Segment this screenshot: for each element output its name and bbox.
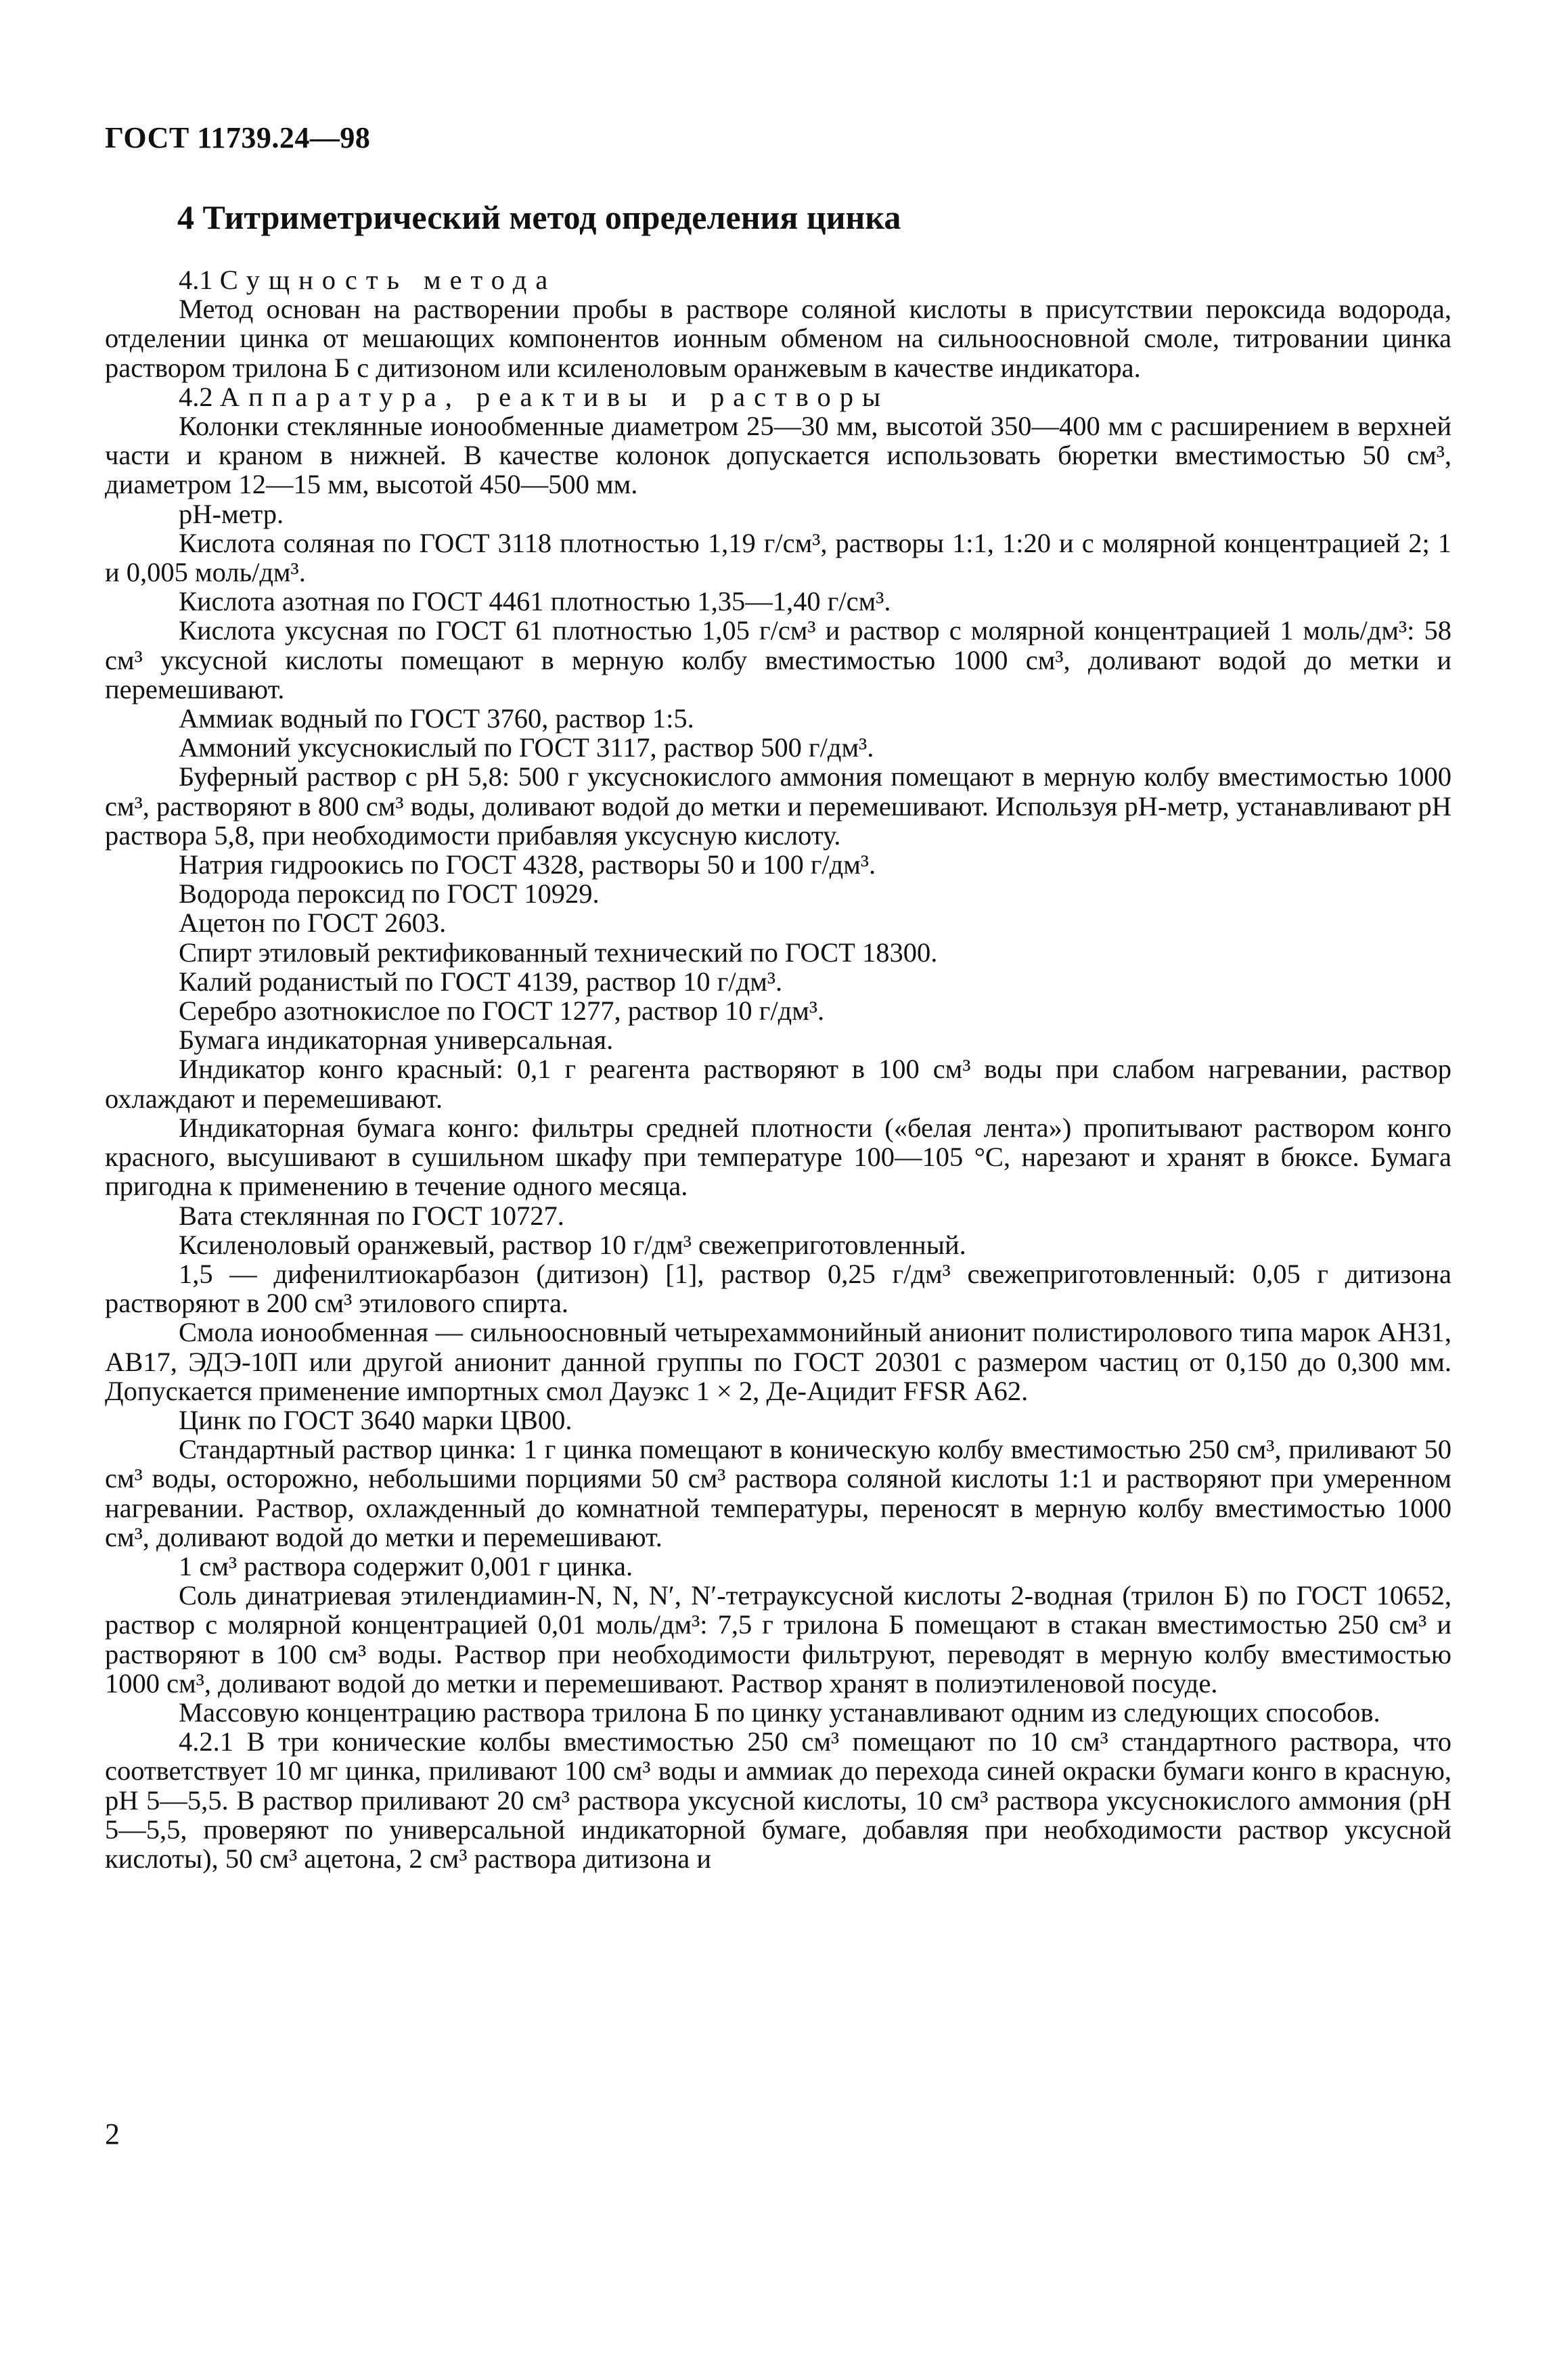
paragraph: 1 см³ раствора содержит 0,001 г цинка. (179, 1550, 633, 1581)
paragraph: Цинк по ГОСТ 3640 марки ЦВ00. (179, 1404, 572, 1435)
paragraph: Аммоний уксуснокислый по ГОСТ 3117, раствор 500 г/дм³. (179, 732, 874, 763)
paragraph: Аммиак водный по ГОСТ 3760, раствор 1:5. (179, 703, 694, 734)
paragraph: Серебро азотнокислое по ГОСТ 1277, раствор 10 г/дм³. (179, 995, 825, 1027)
paragraph: Индикаторная бумага конго: фильтры средней плотности («белая лента») пропитывают раствором конго красного, высушивают в сушильном шкафу при температуре 100—105 °С, нарезают и хранят в бюксе. Бумага пригодна к применению в течение одного месяца. (105, 1112, 1451, 1202)
document-header: ГОСТ 11739.24—98 (105, 121, 371, 154)
paragraph: 4.2.1 В три конические колбы вместимостью 250 см³ помещают по 10 см³ стандартного раствора, что соответствует 10 мг цинка, приливают 100 см³ воды и аммиак до перехода синей окраски бумаги конго в красную, pH 5—5,5. В раствор приливают 20 см³ раствора уксусной кислоты, 10 см³ раствора уксуснокислого аммония (pH 5—5,5, проверяют по универсальной индикаторной бумаге, добавляя при необходимости раствор уксусной кислоты), 50 см³ ацетона, 2 см³ раствора дитизона и (105, 1726, 1451, 1874)
paragraph: 1,5 — дифенилтиокарбазон (дитизон) [1], раствор 0,25 г/дм³ свежеприготовленный: 0,05 г дитизона растворяют в 200 см³ этилового спирта. (105, 1258, 1451, 1319)
paragraph: Ксиленоловый оранжевый, раствор 10 г/дм³ свежеприготовленный. (179, 1229, 966, 1260)
paragraph: Колонки стеклянные ионообменные диаметром 25—30 мм, высотой 350—400 мм с расширением в верхней части и краном в нижней. В качестве колонок допускается использовать бюретки вместимостью 50 см³, диаметром 12—15 мм, высотой 450—500 мм. (105, 411, 1451, 500)
paragraph: Калий роданистый по ГОСТ 4139, раствор 10 г/дм³. (179, 966, 783, 997)
paragraph: Вата стеклянная по ГОСТ 10727. (179, 1200, 564, 1231)
paragraph: Смола ионообменная — сильноосновный четырехаммонийный анионит полистиролового типа марок АН31, АВ17, ЭДЭ-10П или другой анионит данной группы по ГОСТ 20301 с размером частиц от 0,150 до 0,300 мм. Допускается применение импортных смол Дауэкс 1 × 2, Де-Ацидит FFSR А62. (105, 1317, 1451, 1406)
paragraph: Массовую концентрацию раствора трилона Б по цинку устанавливают одним из следующих способов. (179, 1697, 1380, 1728)
paragraph: Водорода пероксид по ГОСТ 10929. (179, 878, 600, 910)
paragraph: Бумага индикаторная универсальная. (179, 1025, 614, 1056)
paragraph: Индикатор конго красный: 0,1 г реагента растворяют в 100 см³ воды при слабом нагревании, раствор охлаждают и перемешивают. (105, 1054, 1451, 1114)
paragraph: Ацетон по ГОСТ 2603. (179, 907, 447, 939)
paragraph: Кислота азотная по ГОСТ 4461 плотностью 1,35—1,40 г/см³. (179, 586, 891, 617)
paragraph: Метод основан на растворении пробы в растворе соляной кислоты в присутствии пероксида водорода, отделении цинка от мешающих компонентов ионным обменом на сильноосновной смоле, титровании цинка раствором трилона Б с дитизоном или ксиленоловым оранжевым в качестве индикатора. (105, 294, 1451, 383)
paragraph: Стандартный раствор цинка: 1 г цинка помещают в коническую колбу вместимостью 250 см³, приливают 50 см³ воды, осторожно, небольшими порциями 50 см³ раствора соляной кислоты 1:1 и растворяют при умеренном нагревании. Раствор, охлажденный до комнатной температуры, переносят в мерную колбу вместимостью 1000 см³, доливают водой до метки и перемешивают. (105, 1434, 1451, 1552)
paragraph-heading: 4.2 Аппаратура, реактивы и растворы (179, 381, 890, 412)
paragraph-heading: 4.1 Сущность метода (179, 265, 557, 295)
paragraph: Кислота уксусная по ГОСТ 61 плотностью 1,05 г/см³ и раствор с молярной концентрацией 1 моль/дм³: 58 см³ уксусной кислоты помещают в мерную колбу вместимостью 1000 см³, доливают водой до метки и перемешивают. (105, 615, 1451, 704)
page-number: 2 (105, 2117, 120, 2151)
document-body (105, 265, 1451, 1873)
paragraph: Кислота соляная по ГОСТ 3118 плотностью 1,19 г/см³, растворы 1:1, 1:20 и с молярной концентрацией 2; 1 и 0,005 моль/дм³. (105, 527, 1451, 588)
paragraph: Спирт этиловый ректификованный технический по ГОСТ 18300. (179, 937, 938, 968)
paragraph: Соль динатриевая этилендиамин-N, N, N′, N′-тетрауксусной кислоты 2-водная (трилон Б) по ГОСТ 10652, раствор с молярной концентрацией 0,01 моль/дм³: 7,5 г трилона Б помещают в стакан вместимостью 250 см³ и растворяют в 100 см³ воды. Раствор при необходимости фильтруют, переводят в мерную колбу вместимостью 1000 см³, доливают водой до метки и перемешивают. Раствор хранят в полиэтиленовой посуде. (105, 1580, 1451, 1699)
paragraph: Буферный раствор с pH 5,8: 500 г уксуснокислого аммония помещают в мерную колбу вместимостью 1000 см³, растворяют в 800 см³ воды, доливают водой до метки и перемешивают. Используя pH-метр, устанавливают pH раствора 5,8, при необходимости прибавляя уксусную кислоту. (105, 761, 1451, 851)
section-title: 4 Титриметрический метод определения цинка (177, 198, 901, 236)
paragraph: Натрия гидроокись по ГОСТ 4328, растворы 50 и 100 г/дм³. (179, 849, 876, 880)
paragraph: pH-метр. (179, 498, 284, 529)
